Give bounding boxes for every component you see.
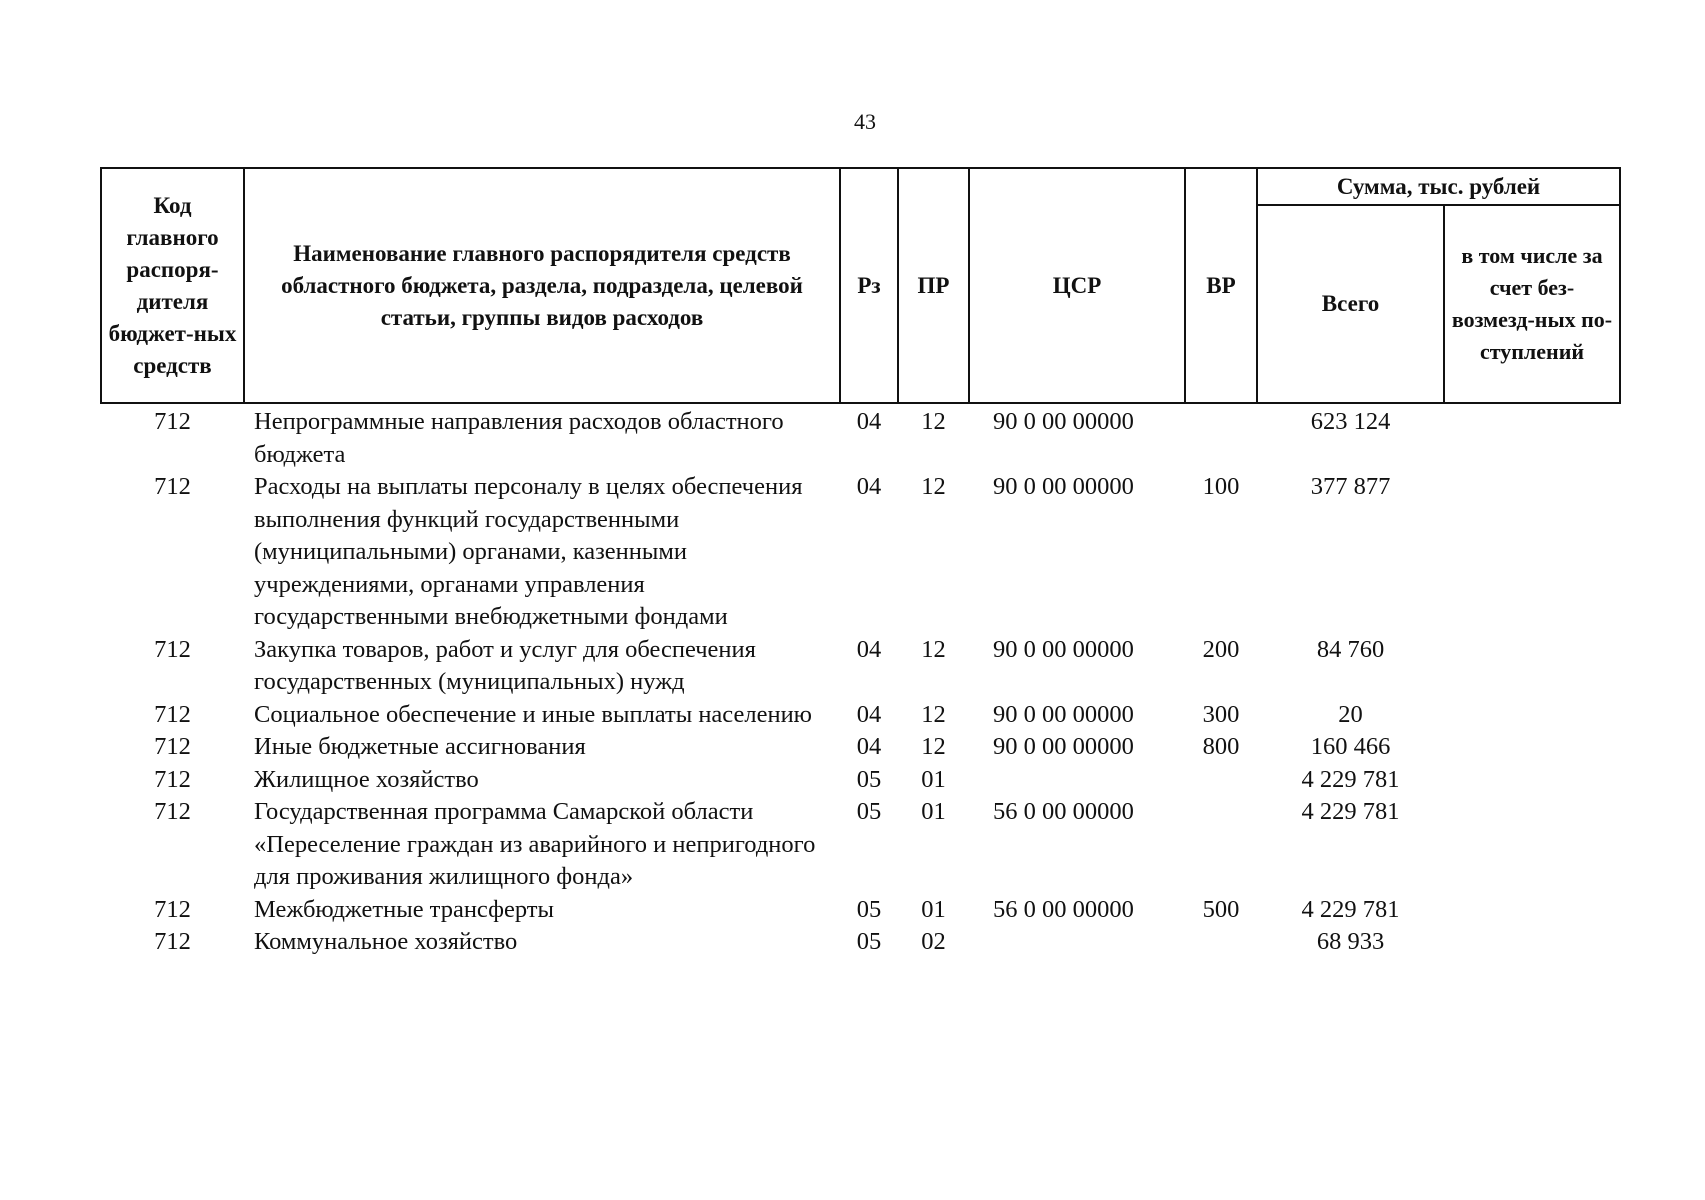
cell-vr: 300 [1202, 700, 1240, 728]
header-total: Всего [1257, 205, 1444, 403]
cell-pr: 12 [921, 408, 946, 435]
cell-rz: 05 [856, 895, 882, 923]
cell-code: 712 [154, 635, 191, 663]
cell-vr [1185, 764, 1257, 797]
cell-name: Социальное обеспечение и иные выплаты населению [254, 700, 812, 728]
cell-code: 712 [154, 408, 191, 435]
cell-total: 4 229 781 [1301, 895, 1400, 923]
cell-csr: 90 0 00 00000 [993, 733, 1134, 760]
cell-code: 712 [154, 928, 191, 955]
cell-pr: 12 [921, 635, 946, 663]
cell-total: 68 933 [1316, 928, 1385, 955]
table-row [101, 634, 1620, 699]
cell-code: 712 [154, 700, 191, 728]
cell-pr: 01 [921, 798, 946, 825]
cell-name: Расходы на выплаты персоналу в целях обеспечения выполнения функций государственными (муниципальными) органами, казенными учреждениями, органами управления государственными внебюджетными фондами [254, 473, 803, 630]
cell-csr: 56 0 00 00000 [993, 798, 1134, 825]
cell-free [1444, 894, 1620, 927]
cell-vr [1185, 403, 1257, 471]
cell-total: 84 760 [1316, 635, 1385, 663]
cell-rz: 04 [856, 408, 882, 435]
cell-free [1444, 634, 1620, 699]
cell-csr: 90 0 00 00000 [993, 635, 1134, 663]
cell-pr: 01 [921, 765, 946, 793]
page-number: 43 [854, 109, 876, 134]
cell-free [1444, 764, 1620, 797]
cell-vr: 500 [1202, 895, 1240, 923]
header-pr: ПР [898, 168, 969, 403]
cell-pr: 12 [921, 733, 946, 760]
cell-csr: 90 0 00 00000 [993, 473, 1134, 500]
table-row [101, 699, 1620, 732]
cell-total: 623 124 [1310, 408, 1391, 435]
cell-name: Коммунальное хозяйство [254, 928, 518, 955]
cell-pr: 02 [921, 928, 946, 955]
cell-code: 712 [154, 733, 191, 760]
cell-total: 4 229 781 [1301, 765, 1400, 793]
cell-vr: 800 [1202, 733, 1240, 760]
cell-free [1444, 699, 1620, 732]
cell-free [1444, 471, 1620, 634]
table-row [101, 471, 1620, 634]
cell-vr [1185, 796, 1257, 894]
cell-rz: 05 [856, 765, 882, 793]
cell-name: Межбюджетные трансферты [254, 895, 554, 923]
cell-rz: 04 [856, 635, 882, 663]
cell-vr: 200 [1202, 635, 1240, 663]
cell-csr [969, 764, 1185, 797]
cell-rz: 04 [856, 473, 882, 500]
cell-total: 160 466 [1310, 733, 1391, 760]
header-csr: ЦСР [969, 168, 1185, 403]
table-body [101, 403, 1620, 959]
cell-total: 4 229 781 [1301, 798, 1400, 825]
header-name: Наименование главного распорядителя средств областного бюджета, раздела, подраздела, целевой статьи, группы видов расходов [244, 168, 840, 403]
cell-free [1444, 403, 1620, 471]
cell-rz: 04 [856, 733, 882, 760]
cell-vr [1185, 926, 1257, 959]
header-vr: ВР [1185, 168, 1257, 403]
cell-csr [969, 926, 1185, 959]
cell-csr: 56 0 00 00000 [993, 895, 1134, 923]
cell-code: 712 [154, 895, 191, 923]
cell-free [1444, 796, 1620, 894]
cell-name: Жилищное хозяйство [254, 765, 479, 793]
header-code: Код главного распоря-дителя бюджет-ных средств [101, 168, 244, 403]
table-row [101, 894, 1620, 927]
cell-total: 20 [1338, 700, 1363, 728]
cell-pr: 01 [921, 895, 946, 923]
header-free: в том числе за счет без-возмезд-ных по-ступлений [1444, 205, 1620, 403]
cell-code: 712 [154, 798, 191, 825]
cell-total: 377 877 [1310, 473, 1391, 500]
cell-free [1444, 731, 1620, 764]
cell-code: 712 [154, 473, 191, 500]
table-row [101, 796, 1620, 894]
cell-vr: 100 [1202, 473, 1240, 500]
cell-name: Закупка товаров, работ и услуг для обеспечения государственных (муниципальных) нужд [254, 635, 756, 695]
table-row [101, 926, 1620, 959]
cell-free [1444, 926, 1620, 959]
cell-rz: 05 [856, 798, 882, 825]
budget-table [100, 167, 1621, 959]
cell-name: Непрограммные направления расходов областного бюджета [254, 408, 784, 468]
cell-name: Государственная программа Самарской области «Переселение граждан из аварийного и непригодного для проживания жилищного фонда» [254, 798, 816, 890]
cell-rz: 04 [856, 700, 882, 728]
cell-csr: 90 0 00 00000 [993, 408, 1134, 435]
cell-code: 712 [154, 765, 191, 793]
cell-rz: 05 [856, 928, 882, 955]
cell-csr: 90 0 00 00000 [993, 700, 1134, 728]
table-row [101, 403, 1620, 471]
table-row [101, 731, 1620, 764]
header-rz: Рз [840, 168, 898, 403]
table-row [101, 764, 1620, 797]
cell-pr: 12 [921, 700, 946, 728]
header-sum: Сумма, тыс. рублей [1257, 168, 1620, 205]
cell-name: Иные бюджетные ассигнования [254, 733, 586, 760]
cell-pr: 12 [921, 473, 946, 500]
